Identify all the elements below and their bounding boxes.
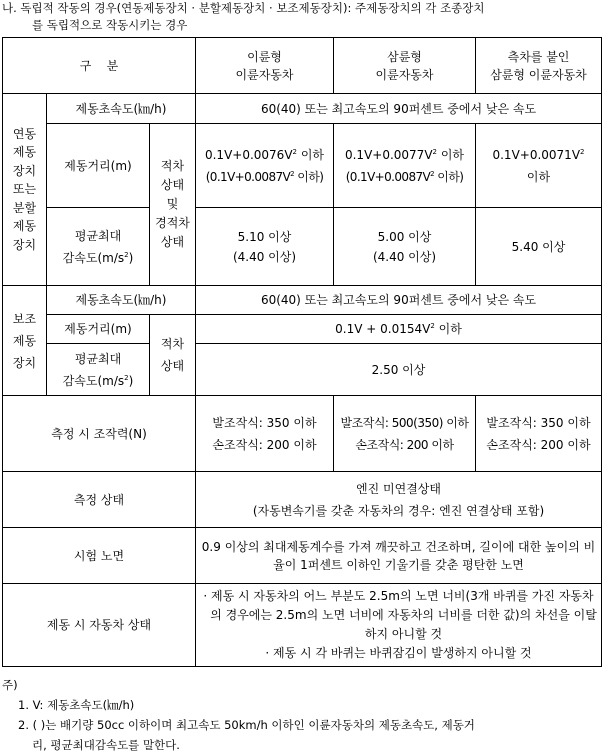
linked-distance-col-1 <box>196 124 334 208</box>
aux-distance-label: 제동거리(m) <box>47 315 150 344</box>
vehicle-condition-item: · 제동 시 자동차의 어느 부분도 2.5m의 노면 너비(3개 바퀴를 가진 자동차의 경우에는 2.5m의 노면 너비에 자동차의 너비를 더한 값)의 차선을 이탈하지 아니할 것 <box>203 589 597 641</box>
aux-distance-value <box>196 315 602 344</box>
formula-exponent: 2 <box>580 147 585 156</box>
formula-tail: 이하) <box>294 169 324 184</box>
formula-text: 0.1V+0.0071V <box>492 147 581 162</box>
load-state-line: 적차 <box>160 159 185 173</box>
aux-decel-label <box>47 344 150 396</box>
decel-value: 5.10 이상 <box>237 229 292 244</box>
decel-label-line-2 <box>49 370 147 392</box>
linked-decel-col-1 <box>196 208 334 286</box>
header-col-1-line-2: 이륜자동차 <box>235 67 294 82</box>
formula-text: 0.1V+0.0077V <box>344 147 433 162</box>
vehicle-value <box>196 584 602 667</box>
linked-load-state <box>150 124 196 286</box>
formula-exponent: 2 <box>292 147 297 156</box>
aux-category-line: 제동 <box>12 333 37 348</box>
linked-distance-col-3 <box>476 124 602 208</box>
road-label: 시험 노면 <box>3 528 196 584</box>
formula-exponent: 2 <box>430 322 435 330</box>
distance-alt <box>336 166 473 188</box>
formula-text: 0.1V+0.0076V <box>204 147 293 162</box>
force-col-3 <box>476 396 602 472</box>
formula-exponent: 2 <box>432 147 437 156</box>
load-state-line: 상태 <box>160 359 185 373</box>
header-col-2 <box>334 38 476 94</box>
load-state-line: 상태 <box>160 178 185 192</box>
load-state-line: 경적차 <box>155 216 190 230</box>
decel-label-line-1: 평균최대 <box>74 351 122 366</box>
force-row <box>3 396 602 472</box>
aux-category <box>3 286 47 396</box>
road-value: 0.9 이상의 최대제동계수를 가져 깨끗하고 건조하며, 길이에 대한 높이의 비율이 1퍼센트 이하인 기울기를 갖춘 평탄한 노면 <box>196 528 602 584</box>
note-1: 1. V: 제동초속도(㎞/h) <box>18 698 135 712</box>
formula-tail: 이하 <box>437 147 464 162</box>
decel-alt-value: (4.40 이상) <box>372 249 437 264</box>
decel-unit: 감속도(m/s <box>62 250 125 265</box>
load-state-line: 상태 <box>160 235 185 249</box>
note-2-continued: 리, 평균최대감속도를 말한다. <box>32 738 180 752</box>
load-state-line: 적차 <box>160 337 185 351</box>
linked-category-line: 제동 <box>12 219 37 234</box>
formula-text: 이하 <box>526 169 551 184</box>
heading-line-1: 나. 독립적 작동의 경우(연동제동장치 · 분할제동장치 · 보조제동장치): 주제동장치의 각 조종장치 <box>2 1 485 15</box>
header-col-2-line-2: 이륜자동차 <box>375 67 434 82</box>
force-col-1 <box>196 396 334 472</box>
linked-decel-row <box>3 208 602 286</box>
formula-exponent: 2 <box>290 169 294 178</box>
notes-title: 주) <box>2 678 18 692</box>
measure-value <box>196 472 602 528</box>
note-2: 2. ( )는 배기량 50cc 이하이며 최고속도 50km/h 이하인 이륜자동차의 제동초속도, 제동거 <box>18 718 475 732</box>
linked-speed-label: 제동초속도(㎞/h) <box>47 94 196 124</box>
distance-alt <box>198 166 331 188</box>
vehicle-label: 제동 시 자동차 상태 <box>3 584 196 667</box>
formula-text: (0.1V+0.0087V <box>345 169 431 184</box>
distance-main <box>478 144 599 166</box>
decel-value: 5.00 이상 <box>377 229 432 244</box>
measure-value-line-1: 엔진 미연결상태 <box>356 481 441 496</box>
vehicle-condition-item: · 제동 시 각 바퀴는 바퀴잠김이 발생하지 아니할 것 <box>265 646 532 660</box>
aux-speed-label: 제동초속도(㎞/h) <box>47 286 196 315</box>
header-division: 구 분 <box>3 38 196 94</box>
force-foot: 발조작식: 500(350) 이하 <box>340 415 469 430</box>
aux-speed-row <box>3 286 602 315</box>
force-hand: 손조작식: 200 이하 <box>355 437 454 452</box>
aux-speed-value: 60(40) 또는 최고속도의 90퍼센트 중에서 낮은 속도 <box>196 286 602 315</box>
aux-distance-row <box>3 315 602 344</box>
force-hand: 손조작식: 200 이하 <box>212 437 317 452</box>
decel-unit-close: ) <box>128 373 134 388</box>
linked-decel-label <box>47 208 150 286</box>
distance-main <box>198 144 331 166</box>
decel-label-line-2 <box>49 247 147 269</box>
linked-distance-label: 제동거리(m) <box>47 124 150 208</box>
measure-value-line-2: (자동변속기를 갖춘 자동차의 경우: 엔진 연결상태 포함) <box>252 503 545 518</box>
header-col-1 <box>196 38 334 94</box>
linked-speed-value: 60(40) 또는 최고속도의 90퍼센트 중에서 낮은 속도 <box>196 94 602 124</box>
road-row <box>3 528 602 584</box>
formula-text: (0.1V+0.0087V <box>205 169 291 184</box>
linked-decel-col-3: 5.40 이상 <box>476 208 602 286</box>
header-col-3-line-1: 측차를 붙인 <box>507 49 570 64</box>
measure-label: 측정 상태 <box>3 472 196 528</box>
decel-unit-close: ) <box>128 250 134 265</box>
section-heading <box>2 0 600 34</box>
decel-unit: 감속도(m/s <box>62 373 125 388</box>
linked-decel-col-2 <box>334 208 476 286</box>
linked-distance-col-2 <box>334 124 476 208</box>
formula-text: 0.1V + 0.0154V <box>335 322 431 336</box>
formula-tail: 이하) <box>434 169 464 184</box>
linked-category-line: 연동 <box>12 126 37 141</box>
aux-category-line: 보조 <box>12 311 37 326</box>
formula-tail: 이하 <box>434 322 462 336</box>
aux-category-line: 장치 <box>12 355 37 370</box>
linked-category-line: 제동 <box>12 145 37 160</box>
linked-distance-row <box>3 124 602 208</box>
distance-alt <box>478 166 599 188</box>
footnotes <box>2 675 600 755</box>
force-col-2 <box>334 396 476 472</box>
force-foot: 발조작식: 350 이하 <box>212 415 317 430</box>
aux-load-state <box>150 315 196 396</box>
linked-category-line: 분할 <box>12 200 37 215</box>
decel-unit-exponent: 2 <box>124 250 129 259</box>
aux-decel-value: 2.50 이상 <box>196 344 602 396</box>
linked-category <box>3 94 47 286</box>
vehicle-row <box>3 584 602 667</box>
linked-speed-row <box>3 94 602 124</box>
linked-category-line: 또는 <box>12 182 37 197</box>
header-col-3-line-2: 삼륜형 이륜자동차 <box>490 67 587 82</box>
formula-tail: 이하 <box>297 147 324 162</box>
force-label: 측정 시 조작력(N) <box>3 396 196 472</box>
force-hand: 손조작식: 200 이하 <box>486 437 591 452</box>
header-col-2-line-1: 삼륜형 <box>387 49 422 64</box>
header-col-1-line-1: 이륜형 <box>247 49 282 64</box>
decel-unit-exponent: 2 <box>124 373 129 382</box>
decel-label-line-1: 평균최대 <box>74 228 122 243</box>
decel-alt-value: (4.40 이상) <box>232 249 297 264</box>
braking-standards-table <box>2 37 602 667</box>
header-row <box>3 38 602 94</box>
aux-decel-row <box>3 344 602 396</box>
measure-row <box>3 472 602 528</box>
force-foot: 발조작식: 350 이하 <box>486 415 591 430</box>
formula-exponent: 2 <box>430 169 434 178</box>
heading-line-2: 를 독립적으로 작동시키는 경우 <box>32 18 188 32</box>
header-col-3 <box>476 38 602 94</box>
linked-category-line: 장치 <box>12 163 37 178</box>
load-state-line: 및 <box>166 197 179 211</box>
distance-main <box>336 144 473 166</box>
linked-category-line: 장치 <box>12 237 37 252</box>
